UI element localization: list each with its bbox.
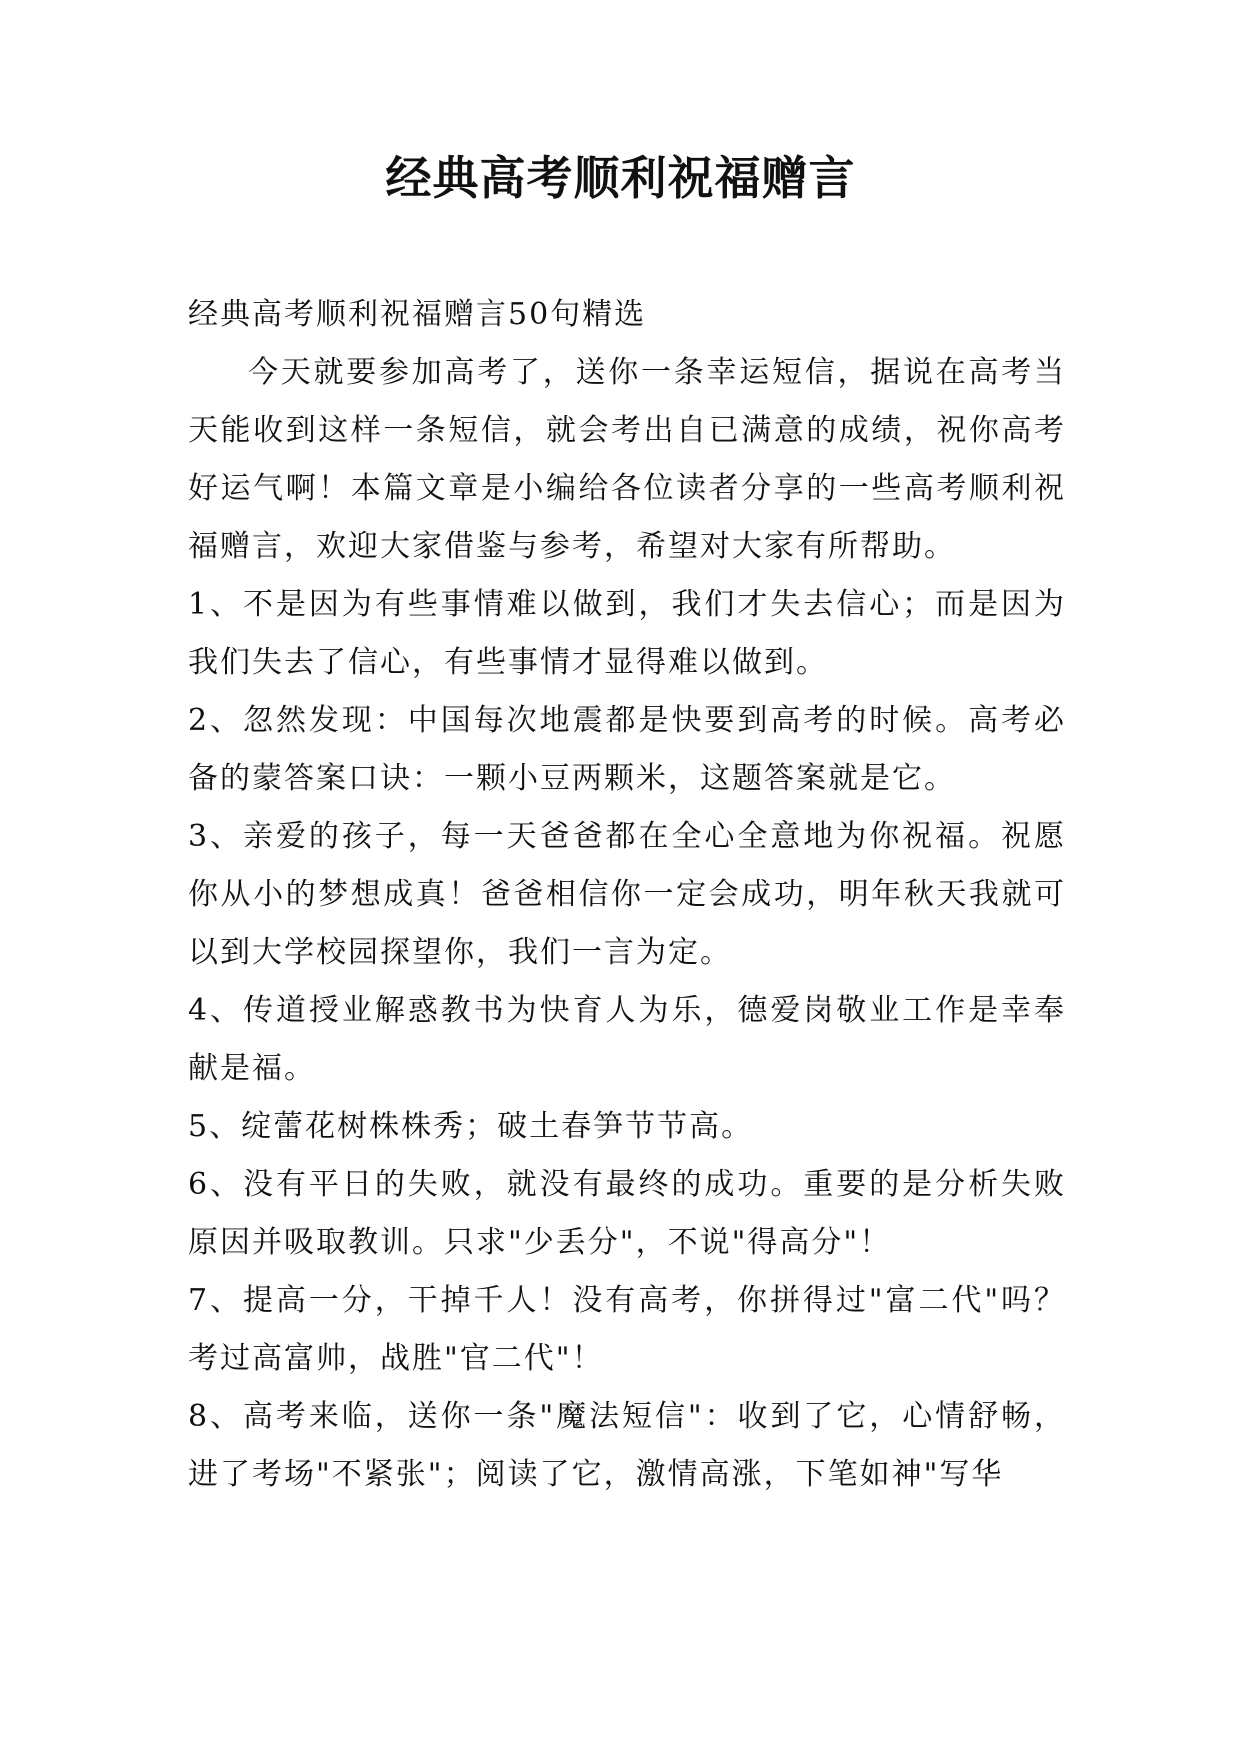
intro-paragraph: 今天就要参加高考了，送你一条幸运短信，据说在高考当天能收到这样一条短信，就会考出自已满意的成绩，祝你高考好运气啊！本篇文章是小编给各位读者分享的一些高考顺利祝福赠言，欢迎大家借鉴与参考，希望对大家有所帮助。 [188, 355, 1066, 564]
list-item: 8、高考来临，送你一条"魔法短信"：收到了它，心情舒畅，进了考场"不紧张"；阅读了它，激情高涨，下笔如神"写华 [188, 1399, 1066, 1492]
document-subtitle: 经典高考顺利祝福赠言50句精选 [188, 297, 647, 332]
list-item: 2、忽然发现：中国每次地震都是快要到高考的时候。高考必备的蒙答案口诀：一颗小豆两颗米，这题答案就是它。 [188, 703, 1066, 796]
list-item: 5、绽蕾花树株株秀；破土春笋节节高。 [188, 1109, 754, 1144]
list-item: 7、提高一分，干掉千人！没有高考，你拼得过"富二代"吗？考过高富帅，战胜"官二代"！ [188, 1283, 1066, 1376]
list-item: 1、不是因为有些事情难以做到，我们才失去信心；而是因为我们失去了信心，有些事情才显得难以做到。 [188, 587, 1066, 680]
list-item: 6、没有平日的失败，就没有最终的成功。重要的是分析失败原因并吸取教训。只求"少丢分"，不说"得高分"！ [188, 1167, 1066, 1260]
list-item: 3、亲爱的孩子，每一天爸爸都在全心全意地为你祝福。祝愿你从小的梦想成真！爸爸相信你一定会成功，明年秋天我就可以到大学校园探望你，我们一言为定。 [188, 819, 1066, 970]
list-item: 4、传道授业解惑教书为快育人为乐，德爱岗敬业工作是幸奉献是福。 [188, 993, 1066, 1086]
document-body [188, 286, 1066, 1504]
document-title: 经典高考顺利祝福赠言 [385, 151, 856, 205]
